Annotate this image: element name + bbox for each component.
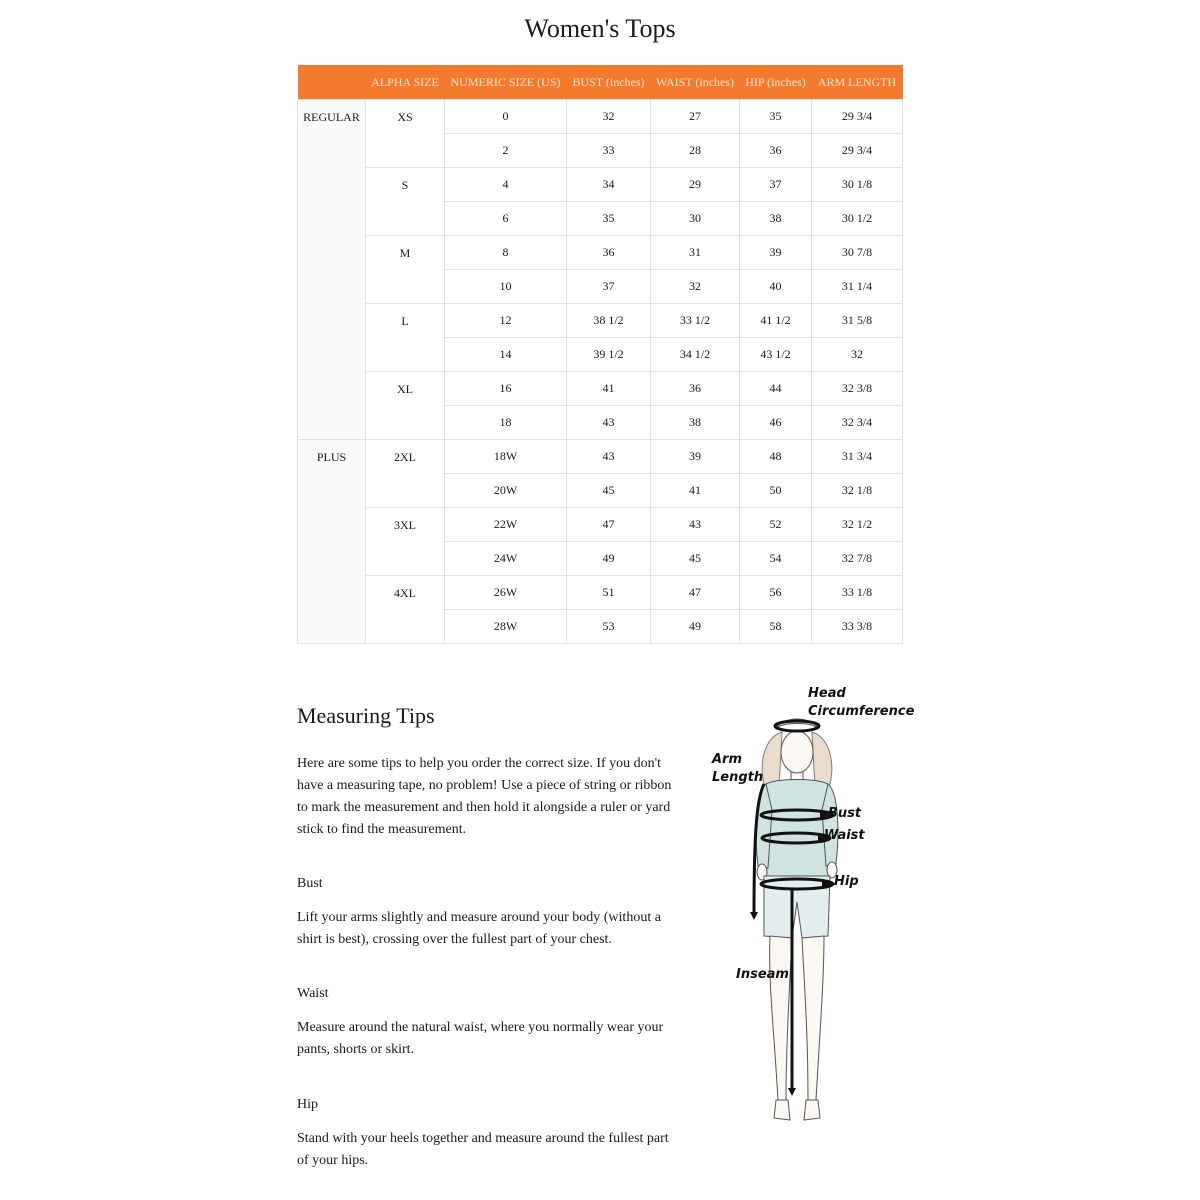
figure-label-arm: Arm [712,752,743,767]
numeric-size-cell: 12 [445,304,567,338]
column-header-group [298,65,366,100]
hip-cell: 58 [740,610,812,644]
tips-intro [297,753,672,841]
hip-cell: 43 1/2 [740,338,812,372]
column-header-waist: WAIST (inches) [651,65,740,100]
figure-label-waist: Waist [824,828,865,843]
bust-cell: 43 [567,406,651,440]
bust-cell: 45 [567,474,651,508]
waist-cell: 27 [651,100,740,134]
bust-cell: 51 [567,576,651,610]
waist-cell: 29 [651,168,740,202]
arm-length-cell: 30 7/8 [812,236,903,270]
numeric-size-cell: 10 [445,270,567,304]
figure-label-head: Head [808,686,846,701]
bust-cell: 43 [567,440,651,474]
bust-heading: Bust [297,876,323,891]
measurement-figure [700,680,915,1130]
waist-heading: Waist [297,986,329,1001]
column-header-hip: HIP (inches) [740,65,812,100]
waist-cell: 36 [651,372,740,406]
table-header-row [298,65,903,100]
arm-length-cell: 32 1/8 [812,474,903,508]
hip-cell: 36 [740,134,812,168]
measuring-tips-title: Measuring Tips [297,703,435,728]
table-row [298,168,903,202]
numeric-size-cell: 18W [445,440,567,474]
figure-label-hip: Hip [834,874,859,889]
column-header-bust: BUST (inches) [567,65,651,100]
waist-cell: 32 [651,270,740,304]
column-header-numeric-size: NUMERIC SIZE (US) [445,65,567,100]
figure-label-circumference: Circumference [808,704,915,719]
arm-length-cell: 31 5/8 [812,304,903,338]
arm-length-cell: 30 1/2 [812,202,903,236]
numeric-size-cell: 26W [445,576,567,610]
numeric-size-cell: 24W [445,542,567,576]
hip-tip [297,1128,672,1172]
page-title: Women's Tops [524,14,676,43]
hip-cell: 39 [740,236,812,270]
column-header-arm-length: ARM LENGTH [812,65,903,100]
bust-cell: 37 [567,270,651,304]
alpha-size-cell: 3XL [366,508,445,576]
numeric-size-cell: 0 [445,100,567,134]
numeric-size-cell: 2 [445,134,567,168]
alpha-size-cell: XL [366,372,445,440]
arm-length-cell: 32 3/4 [812,406,903,440]
arm-length-cell: 31 3/4 [812,440,903,474]
hip-cell: 44 [740,372,812,406]
bust-tip-text: Lift your arms slightly and measure around your body (without a shirt is best), crossing over the fullest part of your chest. [297,910,661,947]
waist-cell: 34 1/2 [651,338,740,372]
size-chart-table [297,65,903,644]
bust-cell: 49 [567,542,651,576]
arm-length-cell: 31 1/4 [812,270,903,304]
bust-cell: 32 [567,100,651,134]
waist-cell: 49 [651,610,740,644]
alpha-size-cell: M [366,236,445,304]
numeric-size-cell: 16 [445,372,567,406]
bust-tip [297,907,672,951]
arm-length-cell: 30 1/8 [812,168,903,202]
arm-length-cell: 32 [812,338,903,372]
hip-cell: 37 [740,168,812,202]
size-group-label: REGULAR [298,100,366,440]
table-row [298,440,903,474]
bust-cell: 41 [567,372,651,406]
numeric-size-cell: 8 [445,236,567,270]
table-row [298,508,903,542]
hip-tip-text: Stand with your heels together and measure around the fullest part of your hips. [297,1131,669,1168]
arm-length-cell: 29 3/4 [812,100,903,134]
waist-cell: 38 [651,406,740,440]
hip-cell: 50 [740,474,812,508]
arm-length-cell: 33 1/8 [812,576,903,610]
arm-length-cell: 29 3/4 [812,134,903,168]
waist-cell: 33 1/2 [651,304,740,338]
waist-cell: 45 [651,542,740,576]
waist-tip [297,1017,672,1061]
hip-cell: 41 1/2 [740,304,812,338]
arm-length-cell: 33 3/8 [812,610,903,644]
numeric-size-cell: 18 [445,406,567,440]
numeric-size-cell: 14 [445,338,567,372]
bust-cell: 38 1/2 [567,304,651,338]
table-body [298,100,903,644]
table-row [298,304,903,338]
figure-label-length: Length [712,770,764,785]
hip-cell: 56 [740,576,812,610]
arm-length-cell: 32 1/2 [812,508,903,542]
bust-cell: 53 [567,610,651,644]
numeric-size-cell: 28W [445,610,567,644]
numeric-size-cell: 4 [445,168,567,202]
woman-measurement-figure-icon [700,680,910,1130]
waist-cell: 39 [651,440,740,474]
hip-cell: 38 [740,202,812,236]
bust-cell: 34 [567,168,651,202]
alpha-size-cell: 4XL [366,576,445,644]
alpha-size-cell: S [366,168,445,236]
figure-label-inseam: Inseam [736,967,789,982]
hip-cell: 35 [740,100,812,134]
waist-cell: 47 [651,576,740,610]
hip-cell: 54 [740,542,812,576]
bust-cell: 36 [567,236,651,270]
table-row [298,100,903,134]
hip-heading: Hip [297,1097,318,1112]
figure-label-bust: Bust [828,806,862,821]
size-group-label: PLUS [298,440,366,644]
bust-cell: 35 [567,202,651,236]
waist-cell: 43 [651,508,740,542]
numeric-size-cell: 6 [445,202,567,236]
bust-cell: 47 [567,508,651,542]
table-row [298,236,903,270]
alpha-size-cell: 2XL [366,440,445,508]
arm-length-cell: 32 7/8 [812,542,903,576]
column-header-alpha-size: ALPHA SIZE [366,65,445,100]
numeric-size-cell: 20W [445,474,567,508]
arm-length-cell: 32 3/8 [812,372,903,406]
table-row [298,372,903,406]
hip-cell: 40 [740,270,812,304]
hip-cell: 52 [740,508,812,542]
numeric-size-cell: 22W [445,508,567,542]
hip-cell: 46 [740,406,812,440]
bust-cell: 33 [567,134,651,168]
waist-cell: 41 [651,474,740,508]
table-row [298,576,903,610]
waist-cell: 28 [651,134,740,168]
alpha-size-cell: L [366,304,445,372]
tips-intro-text: Here are some tips to help you order the correct size. If you don't have a measuring tape, no problem! Use a piece of string or ribbon to mark the measurement and then hold it alongside a ruler or yard stick to find the measurement. [297,756,672,837]
hip-cell: 48 [740,440,812,474]
alpha-size-cell: XS [366,100,445,168]
waist-tip-text: Measure around the natural waist, where you normally wear your pants, shorts or skirt. [297,1020,664,1057]
waist-cell: 31 [651,236,740,270]
waist-cell: 30 [651,202,740,236]
bust-cell: 39 1/2 [567,338,651,372]
